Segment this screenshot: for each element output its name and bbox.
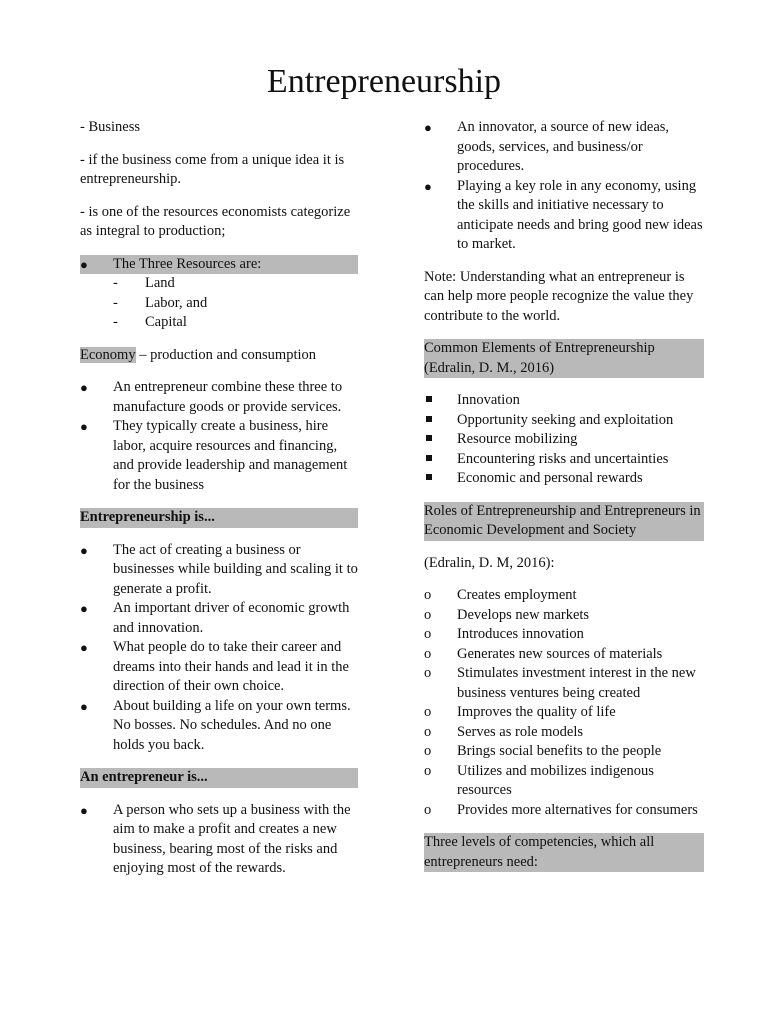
common-element-item-text: Encountering risks and uncertainties bbox=[457, 450, 669, 467]
role-item-text: Stimulates investment interest in the new business ventures being created bbox=[457, 665, 696, 701]
page-title: Entrepreneurship bbox=[266, 63, 502, 100]
competencies-heading: Three levels of competencies, which all entrepreneurs need: bbox=[424, 833, 704, 872]
entrepreneur-bullets bbox=[80, 378, 358, 495]
top-bullet bbox=[424, 118, 704, 177]
role-item-text: Provides more alternatives for consumers bbox=[457, 801, 698, 818]
common-element-item bbox=[424, 430, 704, 450]
circle-bullet-icon: o bbox=[424, 645, 432, 662]
entrepreneurship-is-item-text: An important driver of economic growth and innovation. bbox=[113, 600, 350, 636]
entrepreneurship-is-item bbox=[80, 697, 358, 756]
economy-definition bbox=[80, 346, 358, 366]
bullet-icon: ● bbox=[80, 542, 88, 558]
role-item-text: Develops new markets bbox=[457, 606, 590, 623]
bullet-icon: ● bbox=[80, 380, 88, 395]
entrepreneurship-is-list bbox=[80, 541, 358, 756]
entrepreneurship-is-item-text: What people do to take their career and dreams into their hands and lead it in the direction of their own choice. bbox=[113, 639, 349, 694]
role-item bbox=[424, 703, 704, 723]
top-bullet-text: Playing a key role in any economy, using the skills and initiative necessary to anticipate needs and bring good new ideas to market. bbox=[457, 177, 703, 252]
common-element-item-text: Innovation bbox=[457, 392, 520, 408]
role-item bbox=[424, 762, 704, 801]
economy-def: – production and consumption bbox=[135, 346, 316, 363]
entrepreneurship-is-item bbox=[80, 599, 358, 638]
roles-heading: Roles of Entrepreneurship and Entrepreneurs in Economic Development and Society bbox=[424, 502, 704, 541]
role-item-text: Utilizes and mobilizes indigenous resources bbox=[457, 762, 654, 798]
entrepreneurship-is-item-text: About building a life on your own terms. No bosses. No schedules. And no one holds you back. bbox=[113, 697, 351, 753]
role-item bbox=[424, 723, 704, 743]
bullet-icon: ● bbox=[80, 256, 88, 272]
entrepreneurship-is-item bbox=[80, 638, 358, 697]
common-element-item bbox=[424, 469, 704, 489]
bullet-icon: ● bbox=[424, 178, 432, 194]
entrepreneur-bullet bbox=[80, 378, 358, 417]
square-bullet-icon bbox=[424, 450, 444, 470]
resource-item bbox=[80, 294, 358, 314]
dash-bullet-icon: - bbox=[113, 314, 118, 330]
common-elements-list bbox=[424, 391, 704, 489]
common-element-item-text: Economic and personal rewards bbox=[457, 470, 643, 486]
role-item-text: Improves the quality of life bbox=[457, 704, 616, 720]
entrepreneurship-is-item bbox=[80, 541, 358, 600]
three-resources-title: ● The Three Resources are: bbox=[80, 255, 358, 275]
bullet-icon: ● bbox=[80, 698, 88, 714]
dash-bullet-icon: - bbox=[113, 294, 118, 311]
bullet-icon: ● bbox=[80, 802, 88, 818]
left-column bbox=[80, 118, 358, 892]
entrepreneur-bullet-text: They typically create a business, hire labor, acquire resources and financing, and provide leadership and management for the business bbox=[113, 418, 348, 493]
dash-bullet-icon: - bbox=[113, 275, 118, 291]
role-item bbox=[424, 645, 704, 665]
circle-bullet-icon: o bbox=[424, 704, 432, 720]
entrepreneur-is-item bbox=[80, 801, 358, 879]
circle-bullet-icon: o bbox=[424, 762, 432, 779]
resource-item-text: Land bbox=[145, 275, 175, 291]
bullet-icon: ● bbox=[80, 419, 88, 434]
top-bullets bbox=[424, 118, 704, 255]
role-item bbox=[424, 586, 704, 606]
circle-bullet-icon: o bbox=[424, 723, 432, 740]
square-bullet-icon bbox=[424, 469, 444, 489]
circle-bullet-icon: o bbox=[424, 587, 432, 603]
resource-item-text: Capital bbox=[145, 314, 187, 330]
unique-idea-text: - if the business come from a unique idea it is entrepreneurship. bbox=[80, 151, 345, 187]
bullet-icon: ● bbox=[424, 120, 432, 135]
resources-text: - is one of the resources economists categorize as integral to production; bbox=[80, 203, 351, 239]
common-elements-heading: Common Elements of Entrepreneurship (Edralin, D. M., 2016) bbox=[424, 339, 704, 378]
common-element-item bbox=[424, 411, 704, 431]
role-item bbox=[424, 801, 704, 821]
role-item-text: Generates new sources of materials bbox=[457, 645, 663, 662]
common-element-item-text: Resource mobilizing bbox=[457, 431, 578, 447]
common-element-item bbox=[424, 450, 704, 470]
top-bullet bbox=[424, 177, 704, 255]
right-column bbox=[424, 118, 704, 885]
circle-bullet-icon: o bbox=[424, 801, 432, 818]
economy-term: Economy bbox=[80, 346, 136, 363]
top-bullet-text: An innovator, a source of new ideas, goods, services, and business/or procedures. bbox=[457, 119, 670, 174]
role-item bbox=[424, 606, 704, 626]
three-resources-sublist bbox=[80, 274, 358, 333]
role-item bbox=[424, 742, 704, 762]
common-element-item bbox=[424, 391, 704, 411]
business-label: - Business bbox=[80, 119, 141, 135]
circle-bullet-icon: o bbox=[424, 665, 432, 681]
common-element-item-text: Opportunity seeking and exploitation bbox=[457, 411, 674, 428]
role-item-text: Creates employment bbox=[457, 587, 577, 603]
circle-bullet-icon: o bbox=[424, 626, 432, 642]
role-item bbox=[424, 625, 704, 645]
role-item bbox=[424, 664, 704, 703]
resource-item bbox=[80, 313, 358, 333]
three-resources-list bbox=[80, 255, 358, 333]
circle-bullet-icon: o bbox=[424, 606, 432, 623]
entrepreneurship-is-heading: Entrepreneurship is... bbox=[80, 508, 358, 528]
bullet-icon: ● bbox=[80, 601, 88, 616]
role-item-text: Brings social benefits to the people bbox=[457, 743, 662, 759]
entrepreneur-bullet-text: An entrepreneur combine these three to manufacture goods or provide services. bbox=[113, 379, 343, 415]
entrepreneur-is-item-text: A person who sets up a business with the aim to make a profit and creates a new business, bearing most of the risks and enjoying most of the rewards. bbox=[113, 801, 351, 876]
entrepreneur-bullet bbox=[80, 417, 358, 495]
resource-item bbox=[80, 274, 358, 294]
entrepreneur-is-heading: An entrepreneur is... bbox=[80, 768, 358, 788]
square-bullet-icon bbox=[424, 430, 444, 450]
entrepreneur-is-list bbox=[80, 801, 358, 879]
circle-bullet-icon: o bbox=[424, 743, 432, 759]
note-text: Note: Understanding what an entrepreneur is can help more people recognize the value they contribute to the world. bbox=[424, 268, 694, 324]
square-bullet-icon bbox=[424, 391, 444, 411]
role-item-text: Serves as role models bbox=[457, 723, 584, 740]
square-bullet-icon bbox=[424, 411, 444, 431]
resource-item-text: Labor, and bbox=[145, 294, 208, 311]
roles-list bbox=[424, 586, 704, 820]
entrepreneurship-is-item-text: The act of creating a business or businesses while building and scaling it to generate a profit. bbox=[113, 541, 358, 597]
roles-citation: (Edralin, D. M, 2016): bbox=[424, 554, 555, 571]
bullet-icon: ● bbox=[80, 640, 88, 655]
role-item-text: Introduces innovation bbox=[457, 626, 584, 642]
